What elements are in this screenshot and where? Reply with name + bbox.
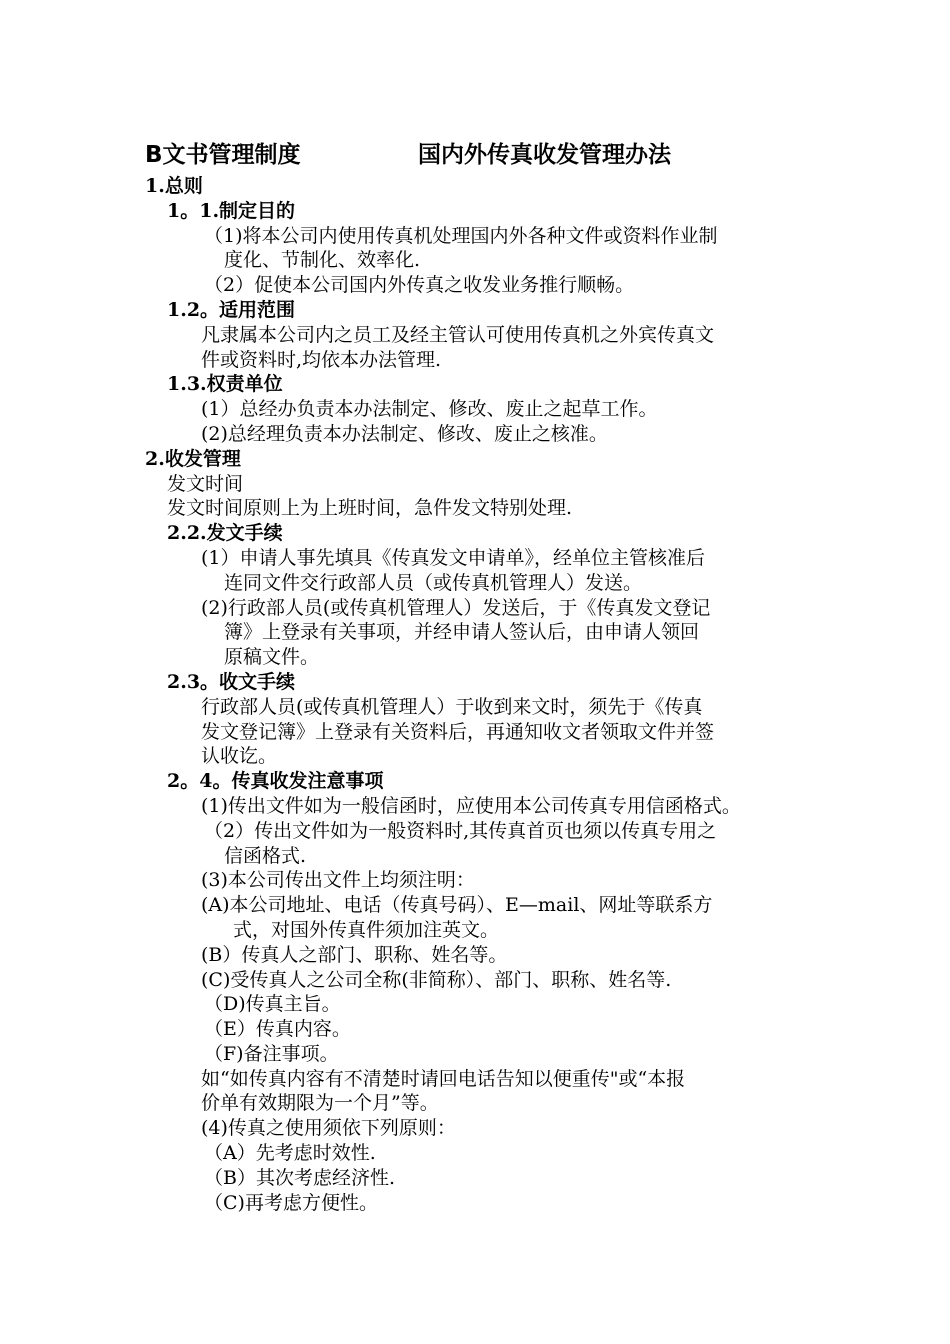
document-category: B文书管理制度 bbox=[145, 142, 301, 168]
text-line: （2）传出文件如为一般资料时,其传真首页也须以传真专用之 bbox=[204, 819, 717, 842]
section-heading: 2.2.发文手续 bbox=[167, 522, 283, 545]
text-line: （B）其次考虑经济性. bbox=[204, 1166, 396, 1189]
document-body bbox=[0, 174, 950, 1215]
text-line: 认收讫。 bbox=[201, 745, 278, 768]
text-line: (C)受传真人之公司全称(非简称）、部门、职称、姓名等. bbox=[201, 968, 672, 991]
text-line: （F)备注事项。 bbox=[204, 1042, 339, 1065]
text-line: （2）促使本公司国内外传真之收发业务推行顺畅。 bbox=[204, 274, 635, 297]
text-line: (1）总经办负责本办法制定、修改、废止之起草工作。 bbox=[201, 398, 658, 421]
document-title: 国内外传真收发管理办法 bbox=[418, 142, 671, 168]
section-heading: 1.总则 bbox=[145, 175, 203, 197]
text-line: 度化、节制化、效率化. bbox=[224, 249, 421, 272]
section-heading: 1.3.权责单位 bbox=[167, 373, 283, 396]
text-line: (2)总经理负责本办法制定、修改、废止之核准。 bbox=[201, 422, 608, 445]
text-line: 簿》上登录有关事项，并经申请人签认后，由申请人领回 bbox=[224, 621, 700, 644]
text-line: 发文时间 bbox=[167, 472, 244, 495]
text-line: 发文时间原则上为上班时间，急件发文特别处理. bbox=[167, 497, 573, 520]
text-line: （C)再考虑方便性。 bbox=[204, 1191, 378, 1214]
section-heading: 2.收发管理 bbox=[145, 447, 241, 470]
text-line: 信函格式. bbox=[224, 844, 307, 867]
text-line: (4)传真之使用须依下列原则： bbox=[201, 1117, 456, 1140]
text-line: 价单有效期限为一个月”等。 bbox=[201, 1092, 439, 1115]
section-heading: 1.2。适用范围 bbox=[167, 298, 296, 321]
text-line: (A)本公司地址、电话（传真号码）、E—mail、网址等联系方 bbox=[201, 894, 713, 917]
text-line: 连同文件交行政部人员（或传真机管理人）发送。 bbox=[224, 571, 643, 594]
text-line: （D)传真主旨。 bbox=[204, 993, 341, 1016]
section-heading: 2。4。传真收发注意事项 bbox=[167, 770, 384, 793]
text-line: 如“如传真内容有不清楚时请回电话告知以便重传"或“本报 bbox=[201, 1067, 686, 1090]
text-line: （1)将本公司内使用传真机处理国内外各种文件或资料作业制 bbox=[204, 224, 718, 247]
text-line: 行政部人员(或传真机管理人）于收到来文时，须先于《传真 bbox=[201, 695, 703, 718]
section-heading: 2.3。收文手续 bbox=[167, 670, 296, 693]
text-line: （A）先考虑时效性. bbox=[204, 1142, 376, 1165]
section-heading: 1。1.制定目的 bbox=[167, 199, 296, 222]
text-line: （E）传真内容。 bbox=[204, 1018, 351, 1041]
text-line: (2)行政部人员(或传真机管理人）发送后，于《传真发文登记 bbox=[201, 596, 711, 619]
text-line: (1)传出文件如为一般信函时，应使用本公司传真专用信函格式。 bbox=[201, 794, 741, 817]
text-line: (B）传真人之部门、职称、姓名等。 bbox=[201, 943, 508, 966]
text-line: 原稿文件。 bbox=[224, 646, 320, 669]
text-line: (1）申请人事先填具《传真发文申请单》，经单位主管核准后 bbox=[201, 546, 706, 569]
text-line: (3)本公司传出文件上均须注明： bbox=[201, 869, 475, 892]
text-line: 凡隶属本公司内之员工及经主管认可使用传真机之外宾传真文 bbox=[201, 323, 715, 346]
text-line: 件或资料时,均依本办法管理. bbox=[201, 348, 442, 371]
text-line: 发文登记簿》上登录有关资料后，再通知收文者领取文件并签 bbox=[201, 720, 715, 743]
text-line: 式，对国外传真件须加注英文。 bbox=[233, 918, 500, 941]
